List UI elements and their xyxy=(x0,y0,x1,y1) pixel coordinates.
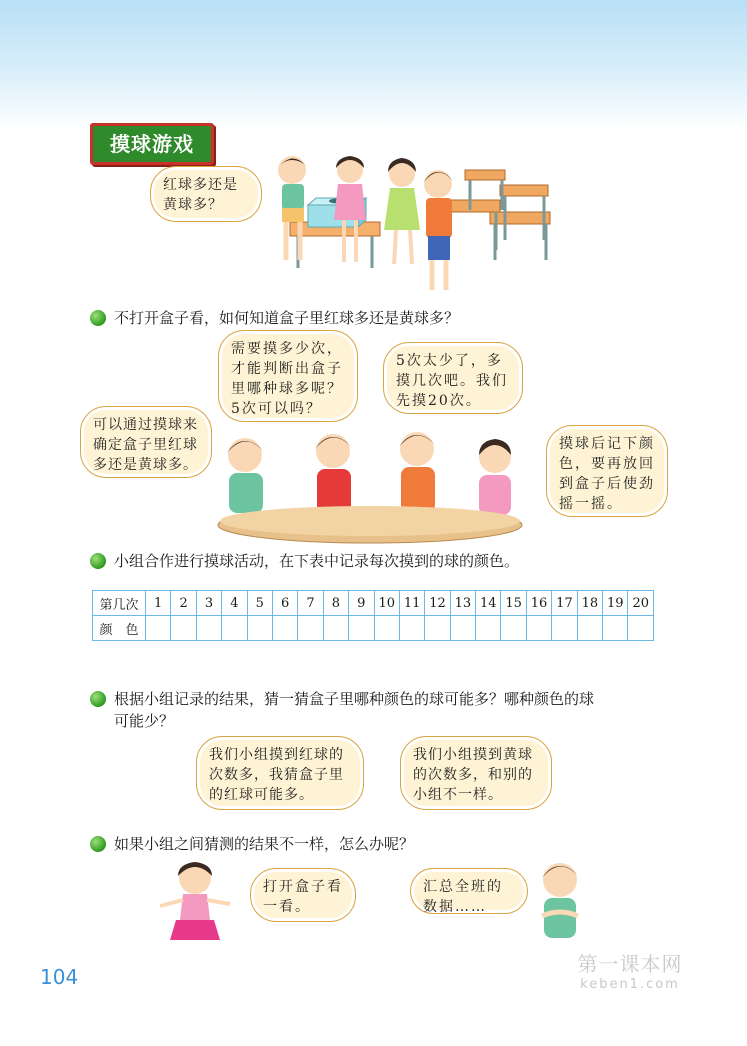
bubble-guess-red: 我们小组摸到红球的次数多，我猜盒子里的红球可能多。 xyxy=(196,736,364,810)
table-cell-color[interactable] xyxy=(323,616,348,641)
table-cell-color[interactable] xyxy=(526,616,551,641)
question-1: 不打开盒子看，如何知道盒子里红球多还是黄球多？ xyxy=(90,307,459,329)
illustration-girl xyxy=(150,858,240,950)
table-header-color: 颜 色 xyxy=(93,616,146,641)
bubble-how-many-times: 需要摸多少次，才能判断出盒子里哪种球多呢？5次可以吗？ xyxy=(218,330,358,422)
table-col-header: 15 xyxy=(501,591,526,616)
question-4: 如果小组之间猜测的结果不一样，怎么办呢？ xyxy=(90,833,414,855)
table-cell-color[interactable] xyxy=(628,616,654,641)
table-cell-color[interactable] xyxy=(171,616,196,641)
bubble-open-box: 打开盒子看一看。 xyxy=(250,868,356,922)
table-col-header: 11 xyxy=(399,591,424,616)
table-col-header: 19 xyxy=(603,591,628,616)
table-col-header: 17 xyxy=(552,591,577,616)
table-col-header: 1 xyxy=(146,591,171,616)
table-cell-color[interactable] xyxy=(603,616,628,641)
bubble-use-drawing: 可以通过摸球来确定盒子里红球多还是黄球多。 xyxy=(80,406,212,478)
question-2: 小组合作进行摸球活动，在下表中记录每次摸到的球的颜色。 xyxy=(90,550,519,572)
table-row-color xyxy=(93,616,654,641)
bubble-collect-data: 汇总全班的数据…… xyxy=(410,868,528,914)
table-cell-color[interactable] xyxy=(196,616,221,641)
table-col-header: 18 xyxy=(577,591,602,616)
bullet-icon xyxy=(90,691,106,707)
section-title: 摸球游戏 xyxy=(90,123,214,165)
table-col-header: 16 xyxy=(526,591,551,616)
top-banner xyxy=(0,0,747,130)
table-cell-color[interactable] xyxy=(298,616,323,641)
table-col-header: 20 xyxy=(628,591,654,616)
illustration-boy xyxy=(530,858,590,948)
table-col-header: 8 xyxy=(323,591,348,616)
table-col-header: 6 xyxy=(272,591,297,616)
table-cell-color[interactable] xyxy=(374,616,399,641)
table-cell-color[interactable] xyxy=(272,616,297,641)
table-col-header: 3 xyxy=(196,591,221,616)
table-col-header: 10 xyxy=(374,591,399,616)
illustration-round-table xyxy=(205,425,535,550)
table-cell-color[interactable] xyxy=(450,616,475,641)
bubble-red-or-yellow: 红球多还是黄球多？ xyxy=(150,166,262,222)
table-col-header: 5 xyxy=(247,591,272,616)
page-number: 104 xyxy=(40,965,79,989)
bullet-icon xyxy=(90,836,106,852)
table-cell-color[interactable] xyxy=(222,616,247,641)
table-cell-color[interactable] xyxy=(476,616,501,641)
table-cell-color[interactable] xyxy=(349,616,374,641)
table-cell-color[interactable] xyxy=(247,616,272,641)
table-cell-color[interactable] xyxy=(501,616,526,641)
question-3: 根据小组记录的结果，猜一猜盒子里哪种颜色的球可能多？哪种颜色的球 可能少？ xyxy=(90,688,670,732)
table-col-header: 12 xyxy=(425,591,450,616)
bubble-twenty-times: 5次太少了，多摸几次吧。我们先摸20次。 xyxy=(383,342,523,414)
table-col-header: 2 xyxy=(171,591,196,616)
bubble-record-and-shake: 摸球后记下颜色，要再放回到盒子后使劲摇一摇。 xyxy=(546,425,668,517)
table-header-trial: 第几次 xyxy=(93,591,146,616)
record-table xyxy=(92,590,654,641)
table-cell-color[interactable] xyxy=(399,616,424,641)
table-col-header: 9 xyxy=(349,591,374,616)
table-col-header: 7 xyxy=(298,591,323,616)
table-row-trial-number xyxy=(93,591,654,616)
table-col-header: 4 xyxy=(222,591,247,616)
table-cell-color[interactable] xyxy=(552,616,577,641)
table-col-header: 13 xyxy=(450,591,475,616)
bullet-icon xyxy=(90,310,106,326)
table-cell-color[interactable] xyxy=(146,616,171,641)
bubble-guess-yellow: 我们小组摸到黄球的次数多，和别的小组不一样。 xyxy=(400,736,552,810)
bullet-icon xyxy=(90,553,106,569)
watermark: 第一课本网 keben1.com xyxy=(577,952,683,992)
table-col-header: 14 xyxy=(476,591,501,616)
table-cell-color[interactable] xyxy=(577,616,602,641)
table-cell-color[interactable] xyxy=(425,616,450,641)
illustration-box-scene xyxy=(270,150,580,300)
